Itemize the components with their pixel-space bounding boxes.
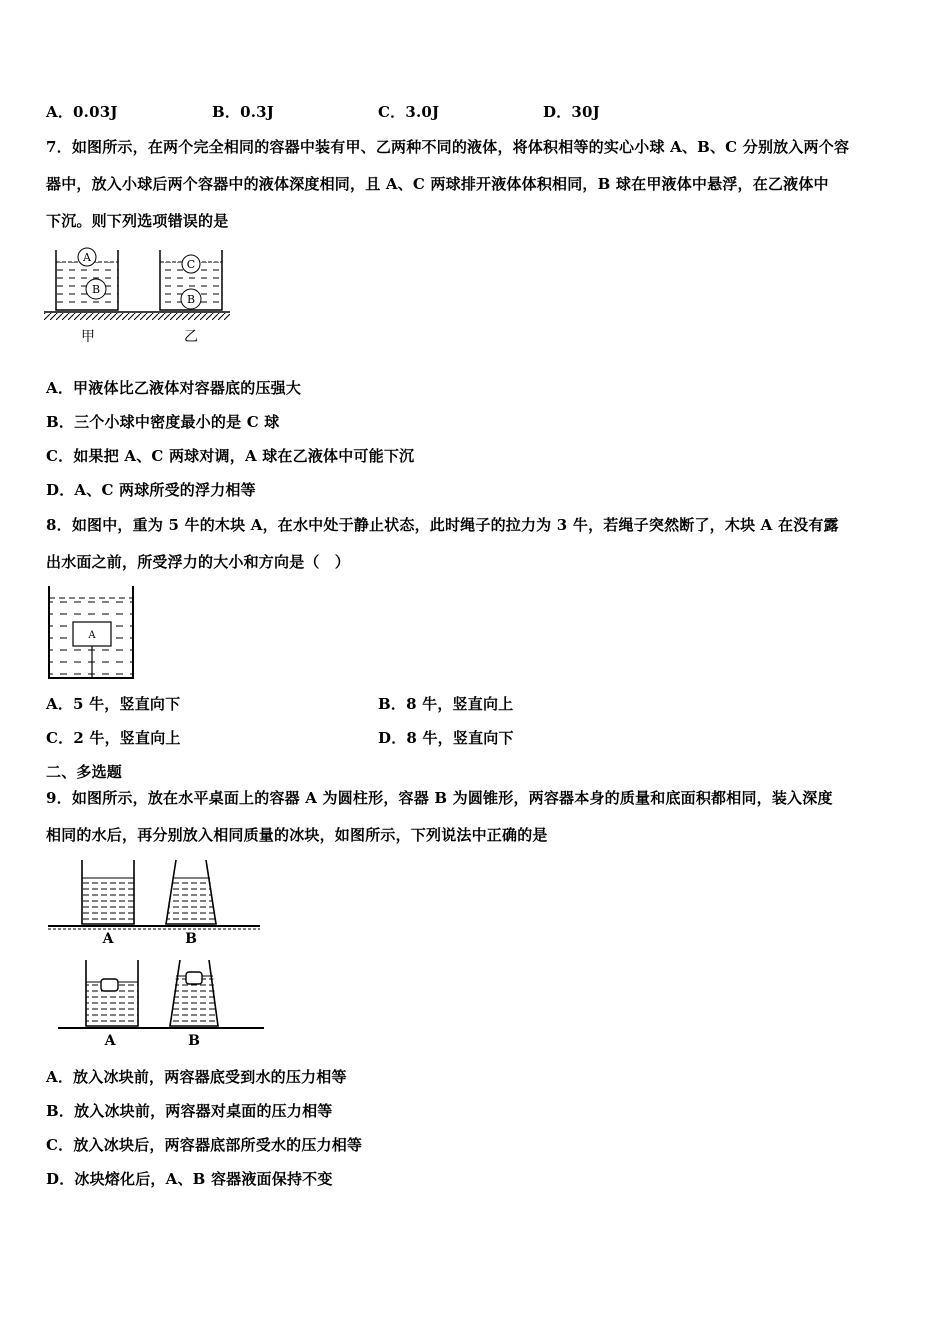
q6-option-d: D．30J xyxy=(543,103,600,121)
q9-bottom-label-b: B xyxy=(188,1033,200,1048)
q9-option-b: B．放入冰块前，两容器对桌面的压力相等 xyxy=(46,1102,333,1120)
q9-option-a: A．放入冰块前，两容器底受到水的压力相等 xyxy=(46,1068,347,1086)
q7-figure xyxy=(44,242,236,348)
section-title: 二、多选题 xyxy=(46,763,123,781)
q8-stem-line2: 出水面之前，所受浮力的大小和方向是（ ） xyxy=(46,553,351,571)
q6-option-b: B．0.3J xyxy=(212,103,275,121)
q9-option-c: C．放入冰块后，两容器底部所受水的压力相等 xyxy=(46,1136,363,1154)
q7-stem-line2: 器中，放入小球后两个容器中的液体深度相同，且 A、C 两球排开液体体积相同，B 球在甲液体中悬浮，在乙液体中 xyxy=(46,175,829,193)
q7-ball-c-label: C xyxy=(186,258,196,271)
q7-ball-b-right-label: B xyxy=(186,293,196,306)
q8-figure xyxy=(44,584,138,682)
q8-block-a-label: A xyxy=(88,630,96,641)
q8-option-d: D．8 牛，竖直向下 xyxy=(378,729,514,747)
q7-option-d: D．A、C 两球所受的浮力相等 xyxy=(46,481,256,499)
q6-option-a: A．0.03J xyxy=(46,103,118,121)
q7-ball-b-left-label: B xyxy=(91,283,101,296)
q7-label-yi: 乙 xyxy=(184,329,198,345)
q8-stem-line1: 8．如图中，重为 5 牛的木块 A，在水中处于静止状态，此时绳子的拉力为 3 牛，若绳子突然断了，木块 A 在没有露 xyxy=(46,516,839,534)
q9-top-label-b: B xyxy=(185,931,197,947)
q7-label-jia: 甲 xyxy=(81,329,95,345)
q9-bottom-label-a: A xyxy=(104,1033,116,1048)
q6-option-c: C．3.0J xyxy=(378,103,440,121)
q7-option-a: A．甲液体比乙液体对容器底的压强大 xyxy=(46,379,302,397)
q9-figure xyxy=(46,856,268,1048)
q9-stem-line2: 相同的水后，再分别放入相同质量的冰块，如图所示，下列说法中正确的是 xyxy=(46,826,548,844)
q7-ball-a-label: A xyxy=(83,251,91,264)
q9-option-d: D．冰块熔化后，A、B 容器液面保持不变 xyxy=(46,1170,333,1188)
q9-bottom-ice-b xyxy=(186,972,202,984)
q8-option-c: C．2 牛，竖直向上 xyxy=(46,729,181,747)
q9-stem-line1: 9．如图所示，放在水平桌面上的容器 A 为圆柱形，容器 B 为圆锥形，两容器本身的质量和底面积都相同，装入深度 xyxy=(46,789,833,807)
q7-option-c: C．如果把 A、C 两球对调，A 球在乙液体中可能下沉 xyxy=(46,447,415,465)
q8-option-a: A．5 牛，竖直向下 xyxy=(46,695,181,713)
q8-option-b: B．8 牛，竖直向上 xyxy=(378,695,514,713)
q7-option-b: B．三个小球中密度最小的是 C 球 xyxy=(46,413,280,431)
q7-stem-line3: 下沉。则下列选项错误的是 xyxy=(46,212,229,230)
q9-top-label-a: A xyxy=(102,931,114,947)
q7-stem-line1: 7．如图所示，在两个完全相同的容器中装有甲、乙两种不同的液体，将体积相等的实心小球 A、B、C 分别放入两个容 xyxy=(46,138,850,156)
q9-bottom-ice-a xyxy=(101,979,118,991)
